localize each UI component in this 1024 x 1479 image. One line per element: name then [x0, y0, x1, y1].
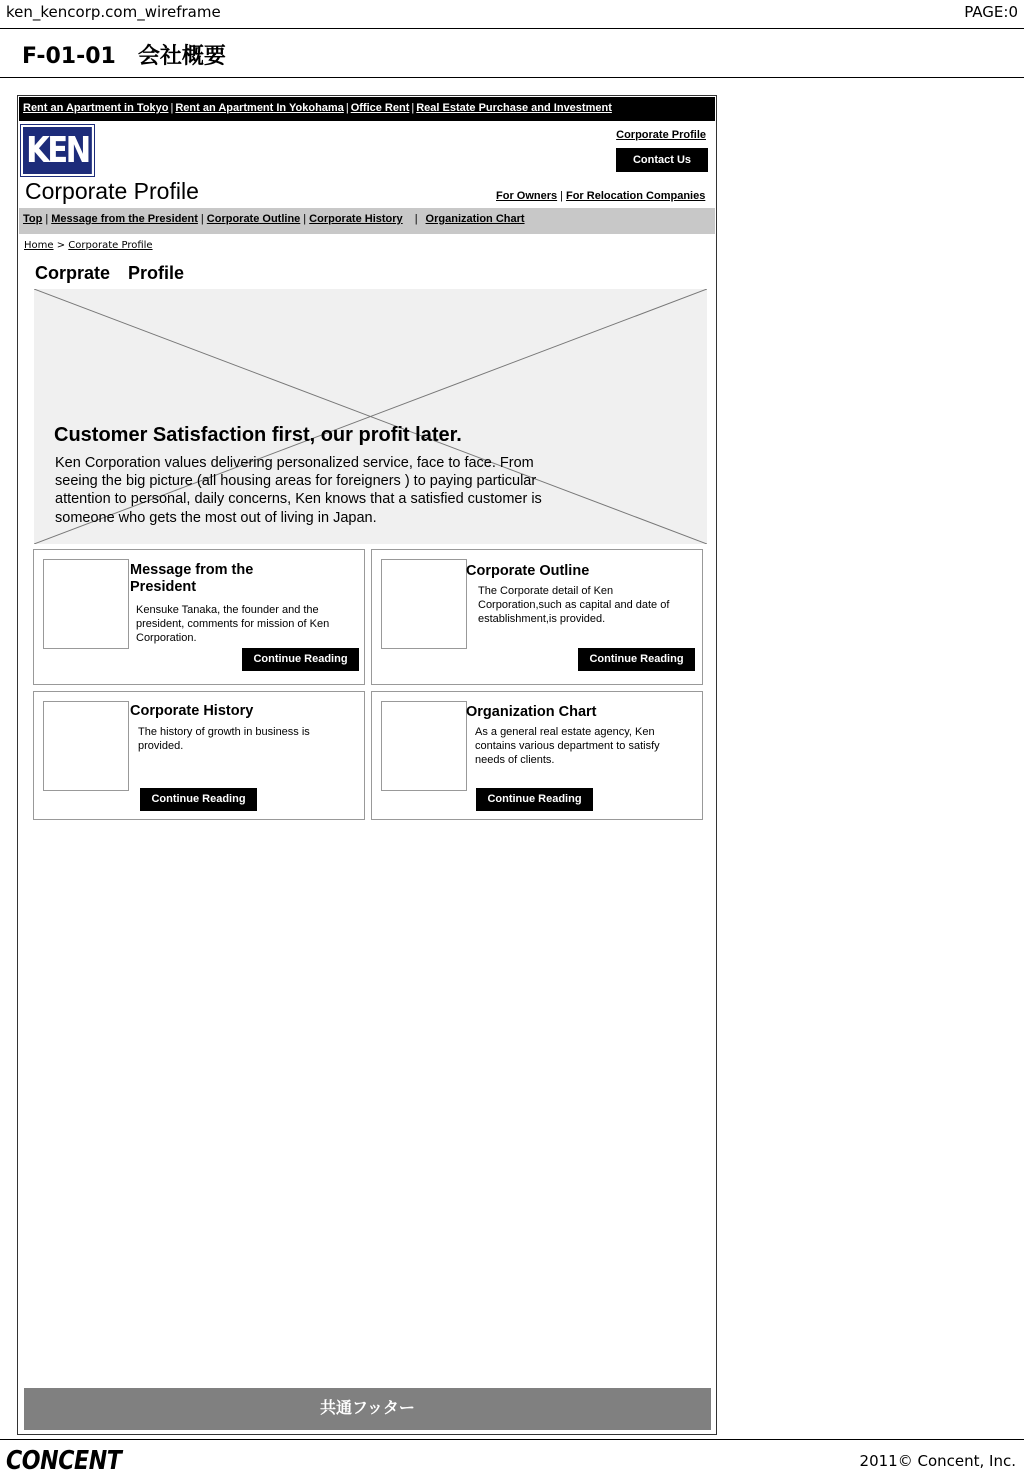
- hero-body: Ken Corporation values delivering personalized service, face to face. From seeing the big picture (all housing areas for foreigners ) to paying particular attention to personal, daily concerns, Ken knows that a satisfied customer is someone who gets the most out of living in Japan.: [55, 455, 542, 526]
- continue-reading-button[interactable]: Continue Reading: [476, 788, 593, 811]
- page-heading: Corporate Profile: [25, 178, 199, 204]
- topnav-link-tokyo[interactable]: Rent an Apartment in Tokyo: [23, 102, 169, 114]
- separator: |: [345, 102, 349, 114]
- subnav-outline[interactable]: Corporate Outline: [206, 213, 301, 225]
- breadcrumb-current[interactable]: Corporate Profile: [68, 240, 153, 251]
- concent-logo: CONCENT: [6, 1446, 122, 1476]
- card-thumbnail: [43, 559, 129, 649]
- card-message: [33, 549, 365, 685]
- continue-reading-button[interactable]: Continue Reading: [242, 648, 359, 671]
- separator: |: [411, 102, 415, 114]
- subnav-message[interactable]: Message from the President: [51, 213, 198, 225]
- card-title: Message from the President: [130, 562, 254, 595]
- card-description: Kensuke Tanaka, the founder and the president, comments for mission of Ken Corporation.: [136, 604, 330, 644]
- ken-logo[interactable]: [20, 124, 95, 177]
- continue-reading-button[interactable]: Continue Reading: [140, 788, 257, 811]
- contact-us-button[interactable]: Contact Us: [616, 148, 708, 172]
- document-name: ken_kencorp.com_wireframe: [6, 3, 221, 21]
- sub-nav-bar: [19, 208, 715, 234]
- card-thumbnail: [381, 559, 467, 649]
- logo-text: KEN: [23, 127, 92, 174]
- section-title: Corprate Profile: [35, 263, 185, 283]
- card-description: As a general real estate agency, Ken contains various department to satisfy needs of clients.: [475, 726, 660, 766]
- title-rule: [0, 77, 1024, 78]
- subnav-history[interactable]: Corporate History: [309, 213, 403, 225]
- subnav-top[interactable]: Top: [23, 213, 43, 225]
- copyright-text: 2011© Concent, Inc.: [859, 1452, 1016, 1470]
- topnav-link-office-rent[interactable]: Office Rent: [350, 102, 410, 114]
- subnav-org-chart[interactable]: Organization Chart: [425, 213, 525, 225]
- separator: |: [170, 102, 174, 114]
- corporate-profile-link[interactable]: Corporate Profile: [616, 129, 706, 141]
- card-thumbnail: [43, 701, 129, 791]
- breadcrumb-home[interactable]: Home: [24, 240, 54, 251]
- card-title: Organization Chart: [466, 704, 597, 720]
- for-relocation-link[interactable]: For Relocation Companies: [565, 190, 706, 202]
- common-footer-placeholder: 共通フッター: [24, 1388, 711, 1430]
- card-description: The Corporate detail of Ken Corporation,such as capital and date of establishment,is provided.: [478, 585, 670, 625]
- separator: |: [414, 213, 418, 225]
- card-title: Corporate Outline: [466, 563, 590, 579]
- separator: |: [200, 213, 204, 225]
- page-number: PAGE:0: [964, 3, 1018, 21]
- continue-reading-button[interactable]: Continue Reading: [578, 648, 695, 671]
- hero-headline: Customer Satisfaction first, our profit later.: [54, 424, 462, 446]
- topnav-link-yokohama[interactable]: Rent an Apartment In Yokohama: [175, 102, 344, 114]
- card-outline: [371, 549, 703, 685]
- card-description: The history of growth in business is provided.: [138, 726, 310, 752]
- top-nav-bar: [19, 97, 715, 121]
- breadcrumb: [24, 240, 153, 251]
- card-title: Corporate History: [130, 703, 254, 719]
- separator: |: [560, 190, 563, 202]
- card-history: [33, 691, 365, 820]
- topnav-link-purchase[interactable]: Real Estate Purchase and Investment: [416, 102, 612, 114]
- footer-rule: [0, 1439, 1024, 1440]
- breadcrumb-arrow-icon: >: [56, 240, 66, 251]
- sheet-title: F-01-01 会社概要: [22, 44, 226, 69]
- separator: |: [303, 213, 307, 225]
- owner-links: [496, 190, 705, 202]
- card-org-chart: [371, 691, 703, 820]
- for-owners-link[interactable]: For Owners: [496, 190, 558, 202]
- separator: |: [45, 213, 49, 225]
- card-thumbnail: [381, 701, 467, 791]
- header-rule: [0, 28, 1024, 29]
